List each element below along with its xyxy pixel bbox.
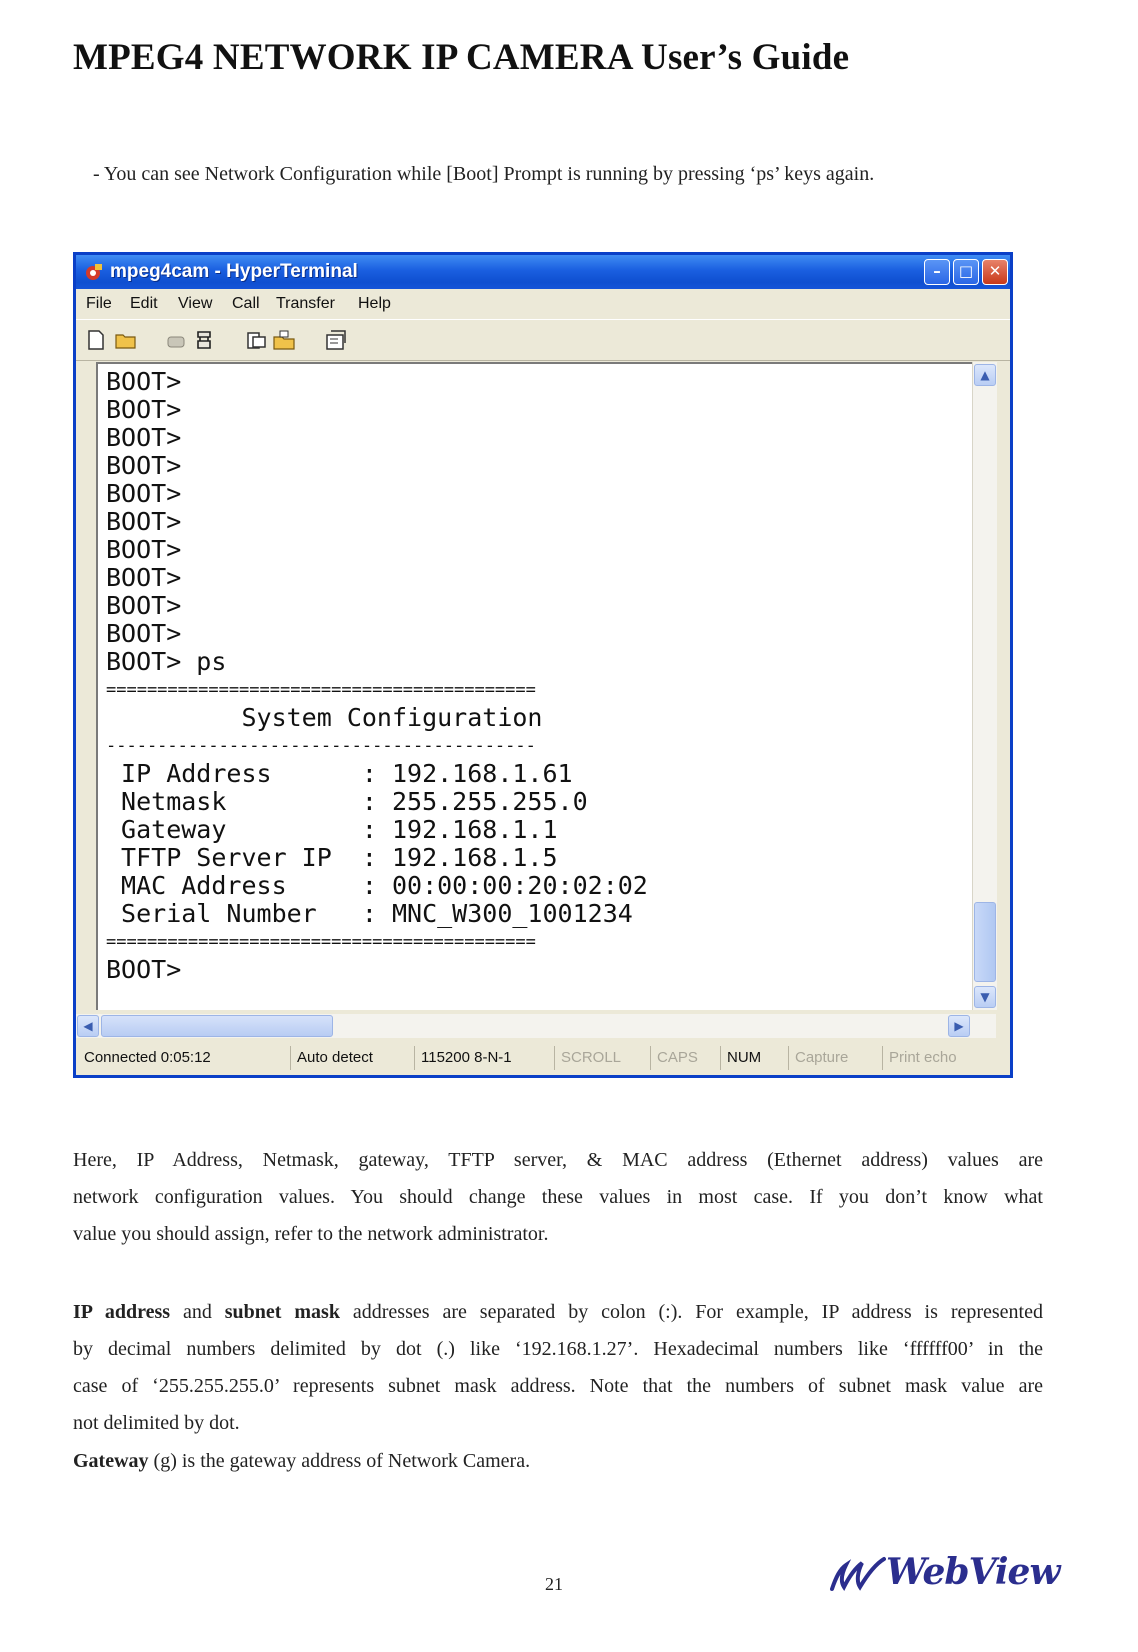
status-settings: 115200 8-N-1 xyxy=(414,1046,554,1070)
vertical-scrollbar[interactable] xyxy=(972,362,997,1010)
status-detect: Auto detect xyxy=(290,1046,414,1070)
paragraph-line: not delimited by dot. xyxy=(73,1412,240,1434)
connect-icon[interactable] xyxy=(164,329,188,351)
terminal-line: BOOT> xyxy=(106,619,182,648)
status-print-echo: Print echo xyxy=(882,1046,992,1070)
text-rest: (g) is the gateway address of Network Camera. xyxy=(148,1450,531,1472)
page-title: MPEG4 NETWORK IP CAMERA User’s Guide xyxy=(73,37,850,78)
menu-view[interactable]: View xyxy=(178,295,213,312)
toolbar xyxy=(76,319,1010,361)
terminal-line: BOOT> xyxy=(106,955,182,984)
terminal-line: BOOT> xyxy=(106,367,182,396)
minimize-button[interactable]: – xyxy=(924,259,950,285)
menu-file[interactable]: File xyxy=(86,295,112,312)
paragraph-network-values xyxy=(73,1142,1043,1253)
hyperterminal-window xyxy=(73,252,1013,1078)
status-scroll: SCROLL xyxy=(554,1046,650,1070)
menu-transfer[interactable]: Transfer xyxy=(276,295,335,312)
menu-bar xyxy=(76,289,1010,319)
text-rest: addresses are separated by colon (:). For example, IP address is represented xyxy=(339,1301,1043,1323)
terminal-line: BOOT> xyxy=(106,563,182,592)
scroll-left-icon[interactable]: ◀ xyxy=(77,1015,99,1037)
term-subnet-mask: subnet mask xyxy=(224,1301,340,1323)
terminal-line: BOOT> xyxy=(106,507,182,536)
terminal-line: BOOT> xyxy=(106,535,182,564)
scroll-down-icon[interactable]: ▼ xyxy=(974,986,996,1008)
terminal-line: BOOT> xyxy=(106,591,182,620)
terminal-line: MAC Address : 00:00:00:20:02:02 xyxy=(106,871,648,900)
terminal-screen[interactable] xyxy=(96,362,972,1010)
window-title: mpeg4cam - HyperTerminal xyxy=(110,261,358,282)
title-bar[interactable] xyxy=(76,255,1010,289)
paragraph-line: network configuration values. You should change these values in most case. If you don’t know what xyxy=(73,1186,1043,1208)
terminal-line: TFTP Server IP : 192.168.1.5 xyxy=(106,843,558,872)
status-bar xyxy=(76,1041,1010,1075)
terminal-line: Gateway : 192.168.1.1 xyxy=(106,815,558,844)
terminal-line: Netmask : 255.255.255.0 xyxy=(106,787,588,816)
logo-text: WebView xyxy=(886,1551,1060,1593)
scroll-up-icon[interactable]: ▲ xyxy=(974,364,996,386)
terminal-line: BOOT> xyxy=(106,423,182,452)
paragraph-line: value you should assign, refer to the network administrator. xyxy=(73,1223,549,1245)
paragraph-line: case of ‘255.255.255.0’ represents subnet mask address. Note that the numbers of subnet mask value are xyxy=(73,1375,1043,1397)
terminal-line: IP Address : 192.168.1.61 xyxy=(106,759,573,788)
status-connected: Connected 0:05:12 xyxy=(84,1049,211,1066)
terminal-line: ------------------------------------------ xyxy=(106,736,536,756)
terminal-line: System Configuration xyxy=(106,703,543,732)
status-capture: Capture xyxy=(788,1046,882,1070)
terminal-line: ========================================== xyxy=(106,680,536,700)
open-icon[interactable] xyxy=(114,329,138,351)
paragraph-gateway xyxy=(73,1443,1043,1480)
terminal-line: BOOT> ps xyxy=(106,647,227,676)
term-gateway: Gateway xyxy=(73,1450,149,1472)
close-button[interactable]: ✕ xyxy=(982,259,1008,285)
terminal-line: BOOT> xyxy=(106,479,182,508)
paragraph-line xyxy=(73,1443,1043,1480)
hyperterminal-app-icon xyxy=(84,262,104,282)
page-number: 21 xyxy=(545,1574,563,1594)
webview-logo xyxy=(826,1551,1060,1597)
menu-edit[interactable]: Edit xyxy=(130,295,158,312)
text-and: and xyxy=(170,1301,225,1323)
intro-text: - You can see Network Configuration while [Boot] Prompt is running by pressing ‘ps’ keys again. xyxy=(93,163,875,185)
horizontal-scrollbar[interactable] xyxy=(76,1014,996,1038)
paragraph-line xyxy=(73,1294,1043,1331)
horizontal-scroll-thumb[interactable] xyxy=(101,1015,333,1037)
receive-icon[interactable] xyxy=(272,329,296,351)
term-ip-address: IP address xyxy=(73,1301,171,1323)
paragraph-line: by decimal numbers delimited by dot (.) like ‘192.168.1.27’. Hexadecimal numbers like ‘ffffff00’ in the xyxy=(73,1338,1043,1360)
terminal-line: ========================================== xyxy=(106,932,536,952)
status-caps: CAPS xyxy=(650,1046,720,1070)
maximize-button[interactable]: □ xyxy=(953,259,979,285)
menu-help[interactable]: Help xyxy=(358,295,391,312)
disconnect-icon[interactable] xyxy=(192,329,216,351)
vertical-scroll-thumb[interactable] xyxy=(974,902,996,982)
terminal-line: Serial Number : MNC_W300_1001234 xyxy=(106,899,633,928)
menu-call[interactable]: Call xyxy=(232,295,260,312)
send-icon[interactable] xyxy=(244,329,268,351)
terminal-line: BOOT> xyxy=(106,451,182,480)
new-icon[interactable] xyxy=(84,329,108,351)
properties-icon[interactable] xyxy=(324,329,348,351)
paragraph-ip-subnet xyxy=(73,1294,1043,1442)
status-num: NUM xyxy=(720,1046,788,1070)
paragraph-line: Here, IP Address, Netmask, gateway, TFTP server, & MAC address (Ethernet address) values are xyxy=(73,1149,1043,1171)
scroll-right-icon[interactable]: ▶ xyxy=(948,1015,970,1037)
terminal-line: BOOT> xyxy=(106,395,182,424)
webview-logo-mark-icon xyxy=(826,1551,886,1597)
